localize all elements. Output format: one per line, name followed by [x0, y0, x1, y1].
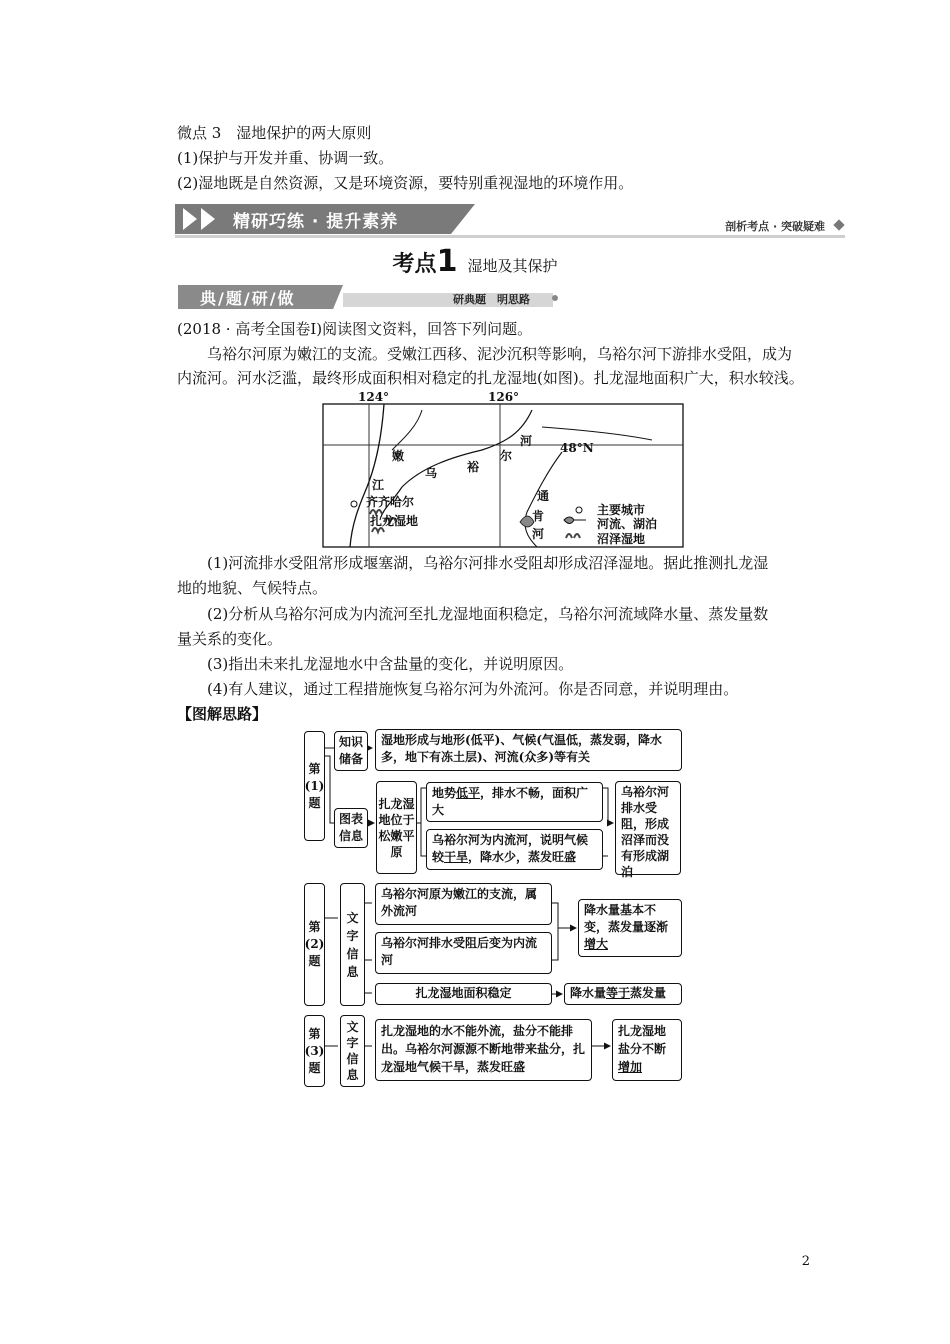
q3-result-text-a: 扎龙湿地盐分不断 [618, 1024, 667, 1056]
knowledge-text: 湿地形成与地形(低平)、气候(气温低，蒸发弱，降水多，地下有冻土层)、河流(众多)等有关 [381, 733, 663, 764]
solution-flowchart [300, 728, 685, 1090]
climate-box [426, 829, 603, 870]
climate-text-a: 乌裕尔河为内流河，说明气候较 [432, 833, 589, 864]
climate-text-underlined: 干旱 [444, 850, 469, 864]
micro-point-heading: 微点 3 湿地保护的两大原则 [177, 124, 372, 142]
text-info-box-3 [340, 1015, 365, 1087]
inland-river-box [375, 932, 552, 974]
subsection-bar [178, 285, 558, 309]
q1-result-box [615, 781, 681, 879]
chevron-right-icon [183, 208, 197, 230]
map-label-nen: 嫩 [392, 449, 405, 463]
location-box [376, 781, 417, 874]
q2-result-text-underlined: 增大 [584, 937, 609, 951]
question-1-line-2: 地的地貌、气候特点。 [177, 579, 328, 597]
section-banner [175, 204, 845, 240]
topic-label: 考点 [392, 252, 437, 277]
q2-result2-text-a: 降水量 [570, 986, 607, 1000]
principle-2: (2)湿地既是自然资源，又是环境资源，要特别重视湿地的环境作用。 [177, 174, 634, 192]
question-3-label-text: 第(3)题 [304, 1026, 325, 1075]
terrain-text-a: 地势 [432, 786, 457, 800]
map-label-he2: 河 [532, 527, 545, 541]
material-line-1: 乌裕尔河原为嫩江的支流。受嫩江西移、泥沙沉积等影响，乌裕尔河下游排水受阻，成为 [207, 345, 793, 363]
subsection-subtitle: 研典题 明思路 [453, 293, 530, 306]
diamond-icon [833, 219, 844, 230]
principle-1: (1)保护与开发并重、协调一致。 [177, 149, 394, 167]
question-3-label [304, 1015, 325, 1087]
lat-48-label: 48°N [560, 441, 594, 455]
banner-title: 精研巧练 · 提升素养 [233, 212, 399, 232]
q1-result-text: 乌裕尔河排水受阻，形成沼泽而没有形成湖泊 [621, 785, 670, 879]
text-info-text-3: 文字信息 [346, 1020, 359, 1082]
q3-result-text-underlined: 增加 [618, 1060, 643, 1074]
map-label-zhalong: 扎龙湿地 [370, 514, 419, 528]
q3-result-box [612, 1019, 682, 1081]
text-info-box [340, 883, 365, 1006]
q2-result-box [578, 899, 682, 957]
stable-area-box [375, 983, 552, 1005]
stable-area-text: 扎龙湿地面积稳定 [415, 986, 512, 1000]
tributary-text: 乌裕尔河原为嫩江的支流，属外流河 [381, 887, 538, 918]
question-source: (2018 · 高考全国卷Ⅰ)阅读图文资料，回答下列问题。 [177, 320, 533, 338]
legend-city: 主要城市 [597, 503, 646, 517]
map-label-tong: 通 [537, 489, 550, 503]
topic-heading [0, 244, 950, 279]
lon-124-label: 124° [358, 390, 390, 404]
knowledge-text-box [375, 729, 682, 771]
map-label-er: 尔 [500, 449, 513, 463]
location-text: 扎龙湿地位于松嫩平原 [378, 796, 415, 859]
salt-cause-text: 扎龙湿地的水不能外流，盐分不能排出。乌裕尔河源源不断地带来盐分，扎龙湿地气候干旱，蒸发旺盛 [381, 1024, 586, 1074]
subsection-title: 典/题/研/做 [200, 289, 296, 308]
question-2-line-1: (2)分析从乌裕尔河成为内流河至扎龙湿地面积稳定，乌裕尔河流域降水量、蒸发量数 [207, 605, 769, 623]
legend-river: 河流、湖泊 [597, 517, 658, 531]
solution-heading: 【图解思路】 [177, 705, 268, 723]
chevron-right-icon [201, 208, 215, 230]
tributary-box [375, 883, 552, 925]
terrain-text-b: ，排水不畅，面积广大 [432, 786, 589, 817]
text-info-text: 文字信息 [346, 910, 359, 979]
banner-underline [175, 235, 845, 238]
dot-icon [552, 295, 558, 301]
question-1-label [304, 731, 325, 841]
map-label-jiang: 江 [372, 478, 385, 492]
chart-info-box [334, 808, 368, 848]
legend-swamp: 沼泽湿地 [597, 532, 646, 546]
question-2-label-text: 第(2)题 [304, 920, 325, 968]
question-1-label-text: 第(1)题 [304, 761, 325, 810]
map-label-qiqihar: 齐齐哈尔 [366, 495, 415, 509]
question-2-line-2: 量关系的变化。 [177, 630, 283, 648]
zhalong-map [322, 392, 684, 548]
chart-info-text: 图表信息 [338, 812, 363, 843]
banner-subtitle: 剖析考点 · 突破疑难 [725, 220, 825, 233]
material-line-2: 内流河。河水泛滥，最终形成面积相对稳定的扎龙湿地(如图)。扎龙湿地面积广大，积水较浅。 [177, 369, 804, 387]
terrain-box [426, 782, 603, 822]
terrain-text-underlined: 低平 [456, 786, 481, 800]
salt-cause-box [375, 1019, 592, 1081]
knowledge-box-text: 知识储备 [338, 735, 363, 766]
page-number: 2 [801, 1254, 810, 1269]
knowledge-box [334, 731, 368, 771]
topic-number: 1 [436, 244, 458, 279]
q2-result2-box [564, 983, 682, 1005]
question-1-line-1: (1)河流排水受阻常形成堰塞湖，乌裕尔河排水受阻却形成沼泽湿地。据此推测扎龙湿 [207, 554, 769, 572]
map-label-ken: 肯 [532, 509, 545, 523]
map-label-yu: 裕 [467, 460, 480, 474]
lon-126-label: 126° [488, 390, 520, 404]
topic-subtitle: 湿地及其保护 [467, 257, 558, 275]
climate-text-b: ，降水少，蒸发旺盛 [468, 850, 577, 864]
question-4: (4)有人建议，通过工程措施恢复乌裕尔河为外流河。你是否同意，并说明理由。 [207, 680, 739, 698]
map-label-he: 河 [520, 434, 533, 448]
question-2-label [304, 883, 325, 1006]
map-label-wu: 乌 [425, 466, 438, 480]
q2-result-text-a: 降水量基本不变，蒸发量逐渐 [584, 903, 669, 934]
q2-result2-text-b: 蒸发量 [630, 986, 667, 1000]
question-3: (3)指出未来扎龙湿地水中含盐量的变化，并说明原因。 [207, 655, 574, 673]
q2-result2-text-underlined: 等于 [606, 986, 631, 1000]
inland-river-text: 乌裕尔河排水受阻后变为内流河 [381, 936, 538, 967]
